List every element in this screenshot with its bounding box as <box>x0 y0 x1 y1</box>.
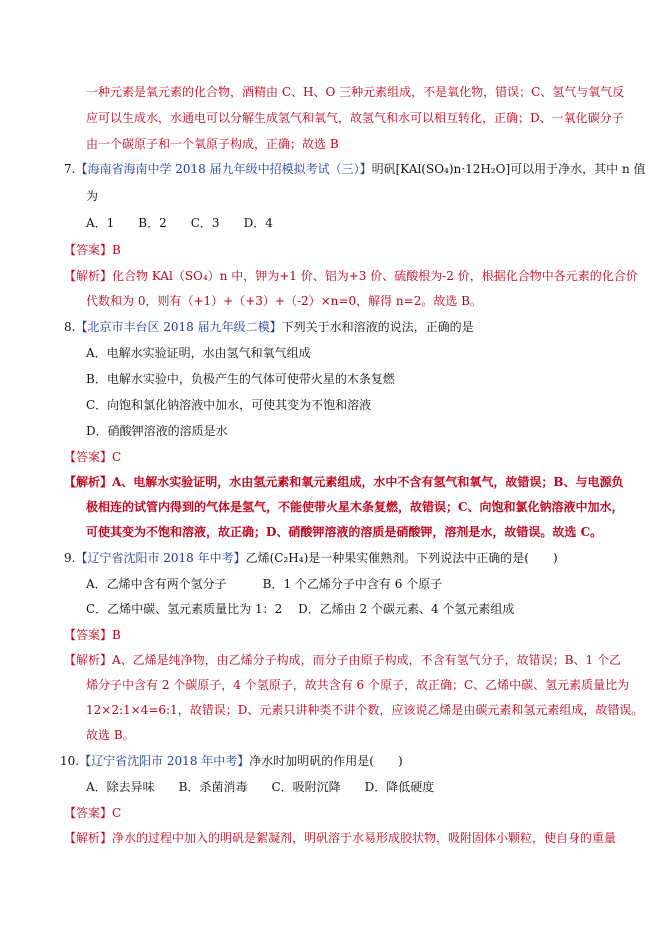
analysis-text: 净水的过程中加入的明矾是絮凝剂，明矾溶于水易形成胶状物，吸附固体小颗粒，使自身的重量 <box>112 831 617 845</box>
answer-value: C <box>112 450 122 464</box>
answer-tag: 【答案】 <box>64 450 113 464</box>
analysis-tag: 【解析】 <box>64 269 113 283</box>
question-source: 【辽宁省沈阳市 2018 年中考】 <box>75 551 246 565</box>
answer-tag: 【答案】 <box>64 243 113 257</box>
answer-line <box>64 242 121 258</box>
question-10-stem <box>60 753 403 769</box>
answer-value: B <box>112 628 121 642</box>
question-text: 明矾[KAl(SO₄)n·12H₂O]可以用于净水，其中 n 值 <box>371 162 646 176</box>
question-number: 8. <box>64 320 76 334</box>
analysis-text: 化合物 KAl（SO₄）n 中，钾为+1 价、铝为+3 价、硫酸根为-2 价，根据化合物中各元素的化合价 <box>112 269 638 283</box>
question-text: 下列关于水和溶液的说法，正确的是 <box>281 320 474 334</box>
analysis-text: 【解析】A、电解水实验证明，水由氢元素和氧元素组成，水中不含有氢气和氧气，故错误；B、与电源负 <box>64 475 624 489</box>
analysis-text: 烯分子中含有 2 个碳原子，4 个氢原子，故共含有 6 个原子，故正确；C、乙烯中碳、氢元素质量比为 <box>86 678 630 692</box>
question-text: 为 <box>86 189 99 203</box>
options-cd: C．乙烯中碳、氢元素质量比为 1：2 D．乙烯由 2 个碳元素、4 个氢元素组成 <box>86 602 515 616</box>
option-a: A．电解水实验证明，水由氢气和氧气组成 <box>86 346 311 360</box>
option-b: B．电解水实验中，负极产生的气体可使带火星的木条复燃 <box>86 372 395 386</box>
answer-line <box>64 449 121 465</box>
question-9-stem <box>64 550 558 566</box>
intro-line: 应可以生成水，水通电可以分解生成氢气和氧气，故氢气和水可以相互转化，正确；D、一氧化碳分子 <box>86 111 624 125</box>
analysis-line <box>64 652 621 668</box>
question-source: 【海南省海南中学 2018 届九年级中招模拟考试（三）】 <box>75 162 372 176</box>
answer-tag: 【答案】 <box>64 628 113 642</box>
analysis-text: 可使其变为不饱和溶液，故正确；D、硝酸钾溶液的溶质是硝酸钾，溶剂是水，故错误。故选 C。 <box>86 525 603 539</box>
answer-line <box>64 805 121 821</box>
question-source: 【辽宁省沈阳市 2018 年中考】 <box>79 754 250 768</box>
intro-line: 一种元素是氧元素的化合物，酒精由 C、H、O 三种元素组成，不是氧化物，错误；C、氢气与氧气反 <box>86 85 625 99</box>
analysis-text: 极相连的试管内得到的气体是氢气，不能使带火星木条复燃，故错误；C、向饱和氯化钠溶液中加水， <box>86 500 624 514</box>
analysis-text: 代数和为 0，则有（+1）+（+3）+（-2）×n=0，解得 n=2。故选 B。 <box>86 294 482 308</box>
question-options: A．除去异味 B．杀菌消毒 C．吸附沉降 D．降低硬度 <box>86 780 435 794</box>
question-source: 【北京市丰台区 2018 届九年级二模】 <box>75 320 282 334</box>
question-number: 10. <box>60 754 80 768</box>
question-number: 7. <box>64 162 76 176</box>
question-text: 净水时加明矾的作用是( ) <box>249 754 403 768</box>
analysis-line <box>64 268 638 284</box>
option-c: C．向饱和氯化钠溶液中加水，可使其变为不饱和溶液 <box>86 398 372 412</box>
options-ab: A．乙烯中含有两个氢分子 B．1 个乙烯分子中含有 6 个原子 <box>86 577 443 591</box>
answer-line <box>64 627 121 643</box>
analysis-tag: 【解析】 <box>64 831 113 845</box>
analysis-text: 12×2:1×4=6:1，故错误；D、元素只讲种类不讲个数，应该说乙烯是由碳元素和氢元素组成，故错误。 <box>86 703 644 717</box>
question-options: A．1 B．2 C．3 D．4 <box>86 216 273 230</box>
answer-tag: 【答案】 <box>64 806 113 820</box>
analysis-text: 故选 B。 <box>86 728 135 742</box>
intro-line: 由一个碳原子和一个氧原子构成，正确；故选 B <box>86 137 339 151</box>
question-text: 乙烯(C₂H₄)是一种果实催熟剂。下列说法中正确的是( ) <box>245 551 558 565</box>
analysis-tag: 【解析】 <box>64 653 113 667</box>
question-7-stem <box>64 161 646 177</box>
option-d: D．硝酸钾溶液的溶质是水 <box>86 424 228 438</box>
analysis-line <box>64 830 616 846</box>
answer-value: B <box>112 243 121 257</box>
question-8-stem <box>64 319 474 335</box>
answer-value: C <box>112 806 122 820</box>
analysis-text: A、乙烯是纯净物，由乙烯分子构成，而分子由原子构成，不含有氢气分子，故错误；B、1 个乙 <box>112 653 621 667</box>
question-number: 9. <box>64 551 76 565</box>
